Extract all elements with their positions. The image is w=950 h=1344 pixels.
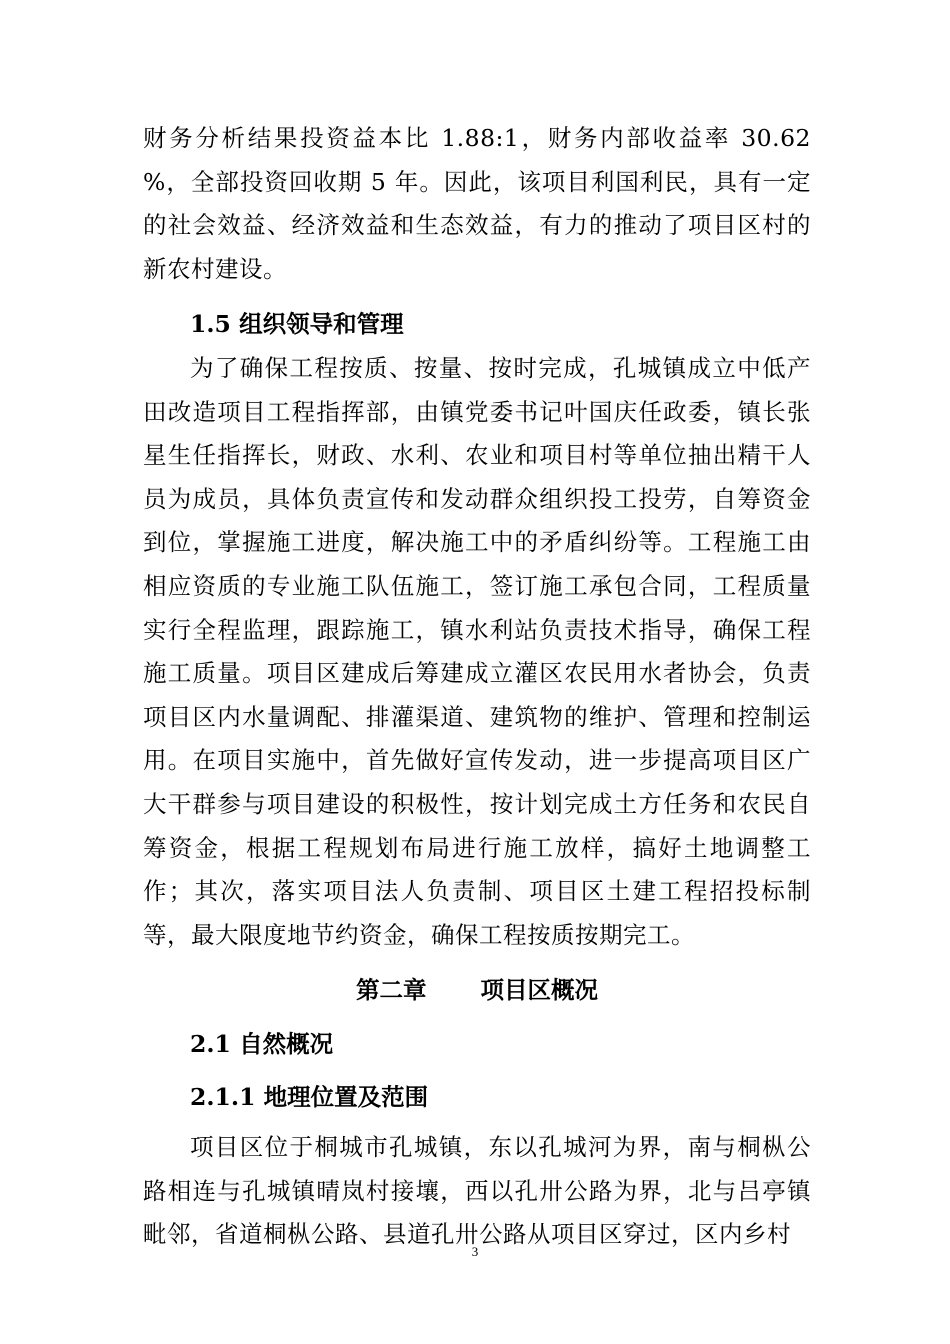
section-heading-1-5: 1.5 组织领导和管理 (190, 310, 404, 339)
chapter-number: 第二章 (356, 976, 427, 1005)
chapter-heading-2 (143, 969, 811, 1013)
paragraph-financial-summary: 财务分析结果投资益本比 1.88:1，财务内部收益率 30.62 %，全部投资回收期 5 年。因此，该项目利国利民，具有一定的社会效益、经济效益和生态效益，有力的推动了项目区村的新农村建设。 (143, 124, 811, 283)
paragraph-organization: 为了确保工程按质、按量、按时完成，孔城镇成立中低产田改造项目工程指挥部，由镇党委书记叶国庆任政委，镇长张星生任指挥长，财政、水利、农业和项目村等单位抽出精干人员为成员，具体负责宣传和发动群众组织投工投劳，自筹资金到位，掌握施工进度，解决施工中的矛盾纠纷等。工程施工由相应资质的专业施工队伍施工，签订施工承包合同，工程质量实行全程监理，跟踪施工，镇水利站负责技术指导，确保工程施工质量。项目区建成后筹建成立灌区农民用水者协会，负责项目区内水量调配、排灌渠道、建筑物的维护、管理和控制运用。在项目实施中，首先做好宣传发动，进一步提高项目区广大干群参与项目建设的积极性，按计划完成土方任务和农民自筹资金，根据工程规划布局进行施工放样，搞好土地调整工作；其次，落实项目法人负责制、项目区土建工程招投标制等，最大限度地节约资金，确保工程按质按期完工。 (143, 353, 811, 949)
chapter-title: 项目区概况 (480, 976, 598, 1005)
page-number: 3 (471, 1244, 479, 1259)
page-content (143, 117, 811, 1257)
section-heading-2-1: 2.1 自然概况 (190, 1029, 334, 1058)
section-heading-2-1-1: 2.1.1 地理位置及范围 (190, 1083, 429, 1112)
paragraph-location: 项目区位于桐城市孔城镇，东以孔城河为界，南与桐枞公路相连与孔城镇晴岚村接壤，西以孔卅公路为界，北与吕亭镇毗邻，省道桐枞公路、县道孔卅公路从项目区穿过，区内乡村 (143, 1133, 811, 1249)
